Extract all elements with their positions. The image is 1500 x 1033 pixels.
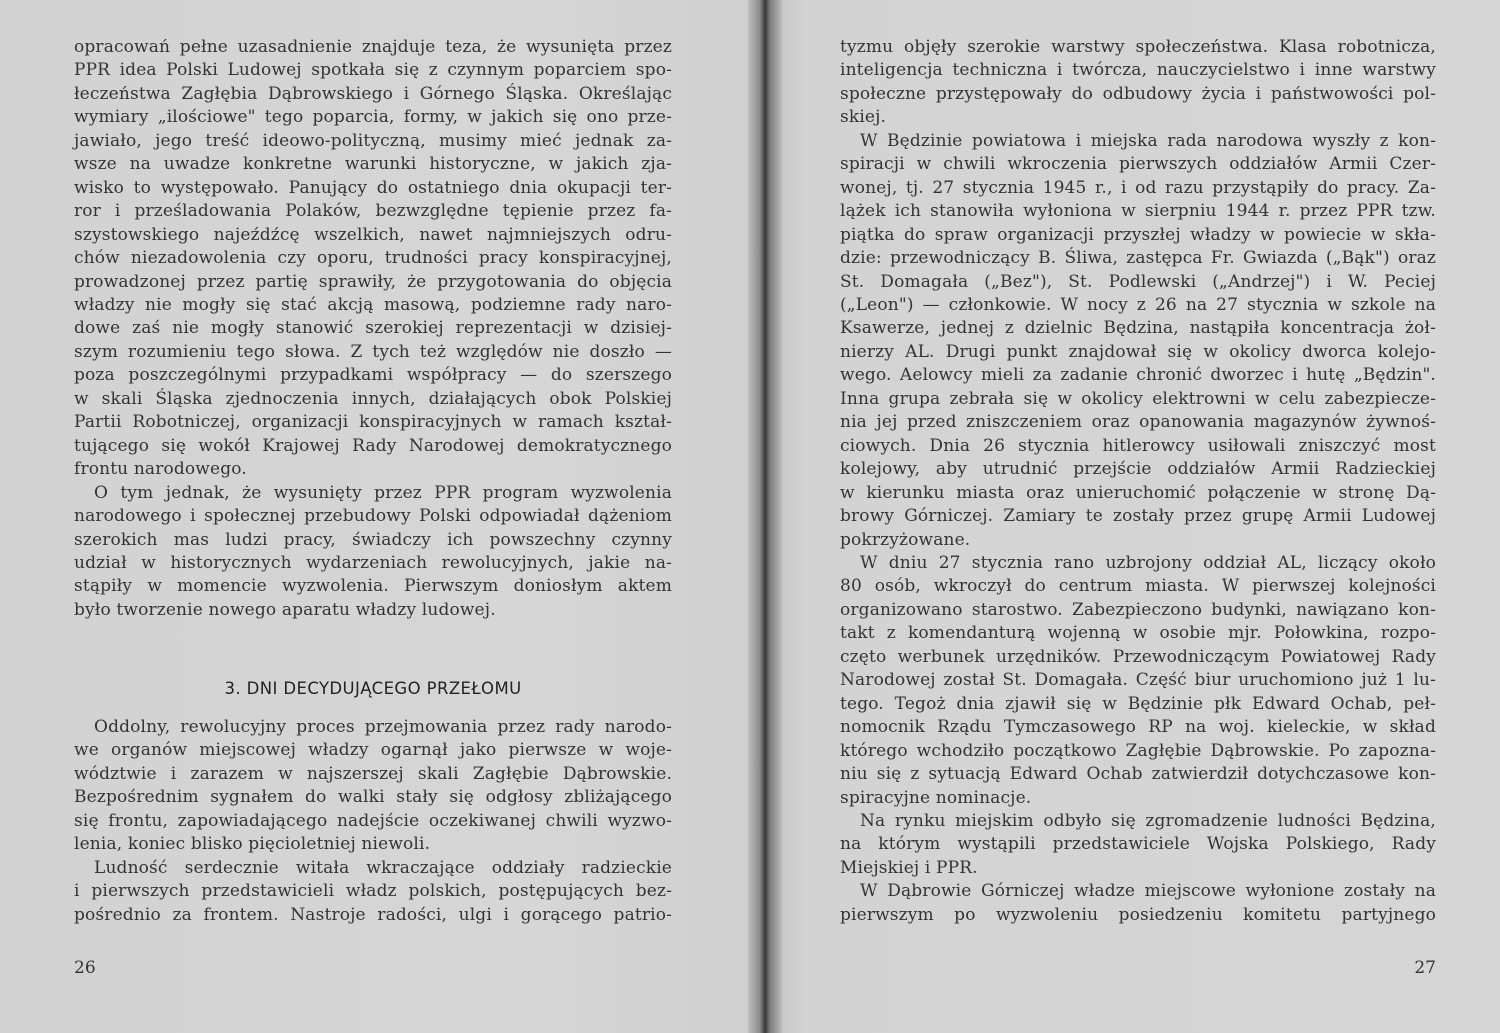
- paragraph: [74, 36, 672, 482]
- paragraph: [840, 810, 1436, 880]
- text-line: W Dąbrowie Górniczej władze miejscowe wyłonione zostały na: [860, 881, 1436, 902]
- text-line: Inna grupa zebrała się w okolicy elektrowni w celu zabezpiecze-: [840, 388, 1436, 409]
- text-line: w skali Śląska zjednoczenia innych, działających obok Polskiej: [74, 388, 672, 409]
- text-line: wonej, tj. 27 stycznia 1945 r., i od razu przystąpiły do pracy. Za-: [840, 177, 1436, 198]
- text-line: browy Górniczej. Zamiary te zostały przez grupę Armii Ludowej: [840, 506, 1436, 527]
- text-line: było tworzenie nowego aparatu władzy ludowej.: [74, 599, 496, 620]
- text-line: inteligencja techniczna i twórcza, nauczycielstwo i inne warstwy: [840, 60, 1436, 81]
- text-line: we organów miejscowej władzy ogarnął jako pierwsze w woje-: [74, 740, 672, 761]
- text-line: skiej.: [840, 107, 887, 128]
- text-line: się frontu, zapowiadającego nadejście oczekiwanej chwili wyzwo-: [74, 810, 672, 831]
- text-line: władzy nie mogły się stać akcją masową, podziemne rady naro-: [74, 294, 672, 315]
- text-line: spiracyjne nominacje.: [840, 787, 1032, 808]
- text-line: Oddolny, rewolucyjny proces przejmowania przez rady narodo-: [94, 717, 672, 737]
- text-line: O tym jednak, że wysunięty przez PPR program wyzwolenia: [94, 482, 672, 503]
- text-line: Miejskiej i PPR.: [840, 857, 978, 878]
- text-line: nierzy AL. Drugi punkt znajdował się w okolicy dworca kolejo-: [840, 341, 1436, 362]
- paragraph: [840, 36, 1436, 130]
- text-line: poza poszczególnymi przypadkami współpracy — do szerszego: [74, 365, 672, 386]
- text-line: ciowych. Dnia 26 stycznia hitlerowcy usiłowali zniszczyć most: [840, 435, 1436, 456]
- text-line: W Będzinie powiatowa i miejska rada narodowa wyszły z kon-: [860, 130, 1436, 151]
- text-line: częto werbunek urzędników. Przewodniczącym Powiatowej Rady: [840, 646, 1436, 667]
- text-line: Partii Robotniczej, organizacji konspiracyjnych w ramach kształ-: [74, 412, 672, 433]
- text-line: kolejowy, aby utrudnić przejście oddziałów Armii Radzieckiej: [840, 459, 1436, 480]
- text-line: Narodowej został St. Domagała. Część biur uruchomiono już 1 lu-: [840, 670, 1436, 691]
- page-number: 27: [1414, 958, 1436, 978]
- paragraph: [74, 857, 672, 927]
- text-line: szym rozumieniu tego słowa. Z tych też względów nie doszło —: [74, 341, 672, 362]
- text-line: niu się z sytuacją Edward Ochab zatwierdził dotychczasowe kon-: [840, 764, 1436, 785]
- text-line: wództwie i zarazem w najszerszej skali Zagłębie Dąbrowskie.: [74, 763, 672, 784]
- text-line: na którym wystąpili przedstawiciele Wojska Polskiego, Rady: [840, 834, 1436, 855]
- text-line: społeczne przystępowały do odbudowy życia i państwowości pol-: [840, 83, 1436, 104]
- text-line: PPR idea Polski Ludowej spotkała się z czynnym poparciem spo-: [74, 60, 672, 81]
- text-line: pokrzyżowane.: [840, 529, 971, 550]
- book-gutter: [748, 0, 782, 1033]
- text-line: ror i prześladowania Polaków, bezwzględne tępienie przez fa-: [74, 201, 672, 222]
- text-line: Bezpośrednim sygnałem do walki stały się odgłosy zbliżającego: [74, 787, 672, 808]
- page-number: 26: [74, 958, 96, 978]
- paragraph: [74, 716, 672, 857]
- text-line: udział w historycznych wydarzeniach rewolucyjnych, jakie na-: [74, 552, 672, 573]
- text-line: Ksawerze, jednej z dzielnic Będzina, nastąpiła koncentracja żoł-: [840, 318, 1436, 339]
- text-line: W dniu 27 stycznia rano uzbrojony oddział AL, liczący około: [860, 553, 1436, 573]
- right-page: [760, 0, 1500, 1033]
- text-line: lążek ich stanowiła wyłoniona w sierpniu 1944 r. przez PPR tzw.: [840, 201, 1436, 222]
- text-line: spiracji w chwili wkroczenia pierwszych oddziałów Armii Czer-: [840, 154, 1436, 175]
- text-line: szystowskiego najeźdźcę wszelkich, nawet najmniejszych odru-: [74, 224, 672, 245]
- text-line: pośrednio za frontem. Nastroje radości, ulgi i gorącego patrio-: [74, 904, 672, 925]
- text-line: pierwszym po wyzwoleniu posiedzeniu komitetu partyjnego: [840, 904, 1436, 925]
- text-line: prowadzonej przez partię sprawiły, że przygotowania do objęcia: [74, 271, 672, 292]
- section-heading: 3. DNI DECYDUJĄCEGO PRZEŁOMU: [224, 679, 522, 698]
- text-line: którego wchodziło początkowo Zagłębie Dąbrowskie. Po zapozna-: [840, 740, 1436, 761]
- text-line: tego. Tegoż dnia zjawił się w Będzinie płk Edward Ochab, peł-: [840, 693, 1436, 714]
- text-line: St. Domagała („Bez"), St. Podlewski („Andrzej") i W. Peciej: [840, 271, 1436, 292]
- text-line: jawiało, jego treść ideowo-polityczną, musimy mieć jednak za-: [74, 130, 672, 151]
- text-line: szerokich mas ludzi pracy, świadczy ich powszechny czynny: [74, 529, 672, 550]
- text-line: takt z komendanturą wojenną w osobie mjr. Połowkina, rozpo-: [840, 623, 1436, 644]
- text-line: nomocnik Rządu Tymczasowego RP na woj. kieleckie, w skład: [840, 717, 1436, 738]
- text-line: dzie: przewodniczący B. Śliwa, zastępca Fr. Gwiazda („Bąk") oraz: [840, 248, 1436, 269]
- text-line: piątka do spraw organizacji przyszłej władzy w powiecie w skła-: [840, 224, 1436, 245]
- paragraph: [840, 130, 1436, 552]
- paragraph: [840, 880, 1436, 927]
- text-line: i pierwszych przedstawicieli władz polskich, postępujących bez-: [74, 881, 672, 902]
- text-line: wego. Aelowcy mieli za zadanie chronić dworzec i hutę „Będzin".: [840, 365, 1436, 386]
- text-line: Na rynku miejskim odbyło się zgromadzenie ludności Będzina,: [860, 811, 1436, 831]
- text-line: tyzmu objęły szerokie warstwy społeczeństwa. Klasa robotnicza,: [840, 37, 1436, 57]
- text-line: („Leon") — członkowie. W nocy z 26 na 27 stycznia w szkole na: [840, 294, 1436, 315]
- text-line: tującego się wokół Krajowej Rady Narodowej demokratycznego: [74, 435, 672, 456]
- text-line: wsze na uwadze konkretne warunki historyczne, w jakich zja-: [74, 154, 672, 175]
- paragraph: [74, 482, 672, 623]
- text-line: stąpiły w momencie wyzwolenia. Pierwszym doniosłym aktem: [74, 576, 672, 597]
- text-line: łeczeństwa Zagłębia Dąbrowskiego i Górnego Śląska. Określając: [74, 83, 672, 104]
- text-line: wisko to występowało. Panujący do ostatniego dnia okupacji ter-: [74, 177, 672, 198]
- paragraph: [840, 552, 1436, 810]
- text-line: frontu narodowego.: [74, 459, 247, 480]
- text-line: organizowano starostwo. Zabezpieczono budynki, nawiązano kon-: [840, 599, 1436, 620]
- text-line: 80 osób, wkroczył do centrum miasta. W pierwszej kolejności: [840, 576, 1436, 597]
- text-line: wymiary „ilościowe" tego poparcia, formy, w jakich się ono prze-: [74, 107, 672, 128]
- text-line: nia jej przed zniszczeniem oraz opanowania magazynów żywnoś-: [840, 412, 1436, 433]
- text-line: dowe zaś nie mogły stanowić szerokiej reprezentacji w dzisiej-: [74, 318, 672, 339]
- text-line: lenia, koniec blisko pięcioletniej niewoli.: [74, 834, 431, 855]
- text-line: narodowego i społecznej przebudowy Polski odpowiadał dążeniom: [74, 506, 672, 527]
- text-line: chów niezadowolenia czy oporu, trudności pracy konspiracyjnej,: [74, 248, 672, 269]
- text-line: opracowań pełne uzasadnienie znajduje teza, że wysunięta przez: [74, 37, 672, 57]
- text-line: w kierunku miasta oraz unieruchomić połączenie w stronę Dą-: [840, 482, 1436, 503]
- text-line: Ludność serdecznie witała wkraczające oddziały radzieckie: [94, 857, 672, 878]
